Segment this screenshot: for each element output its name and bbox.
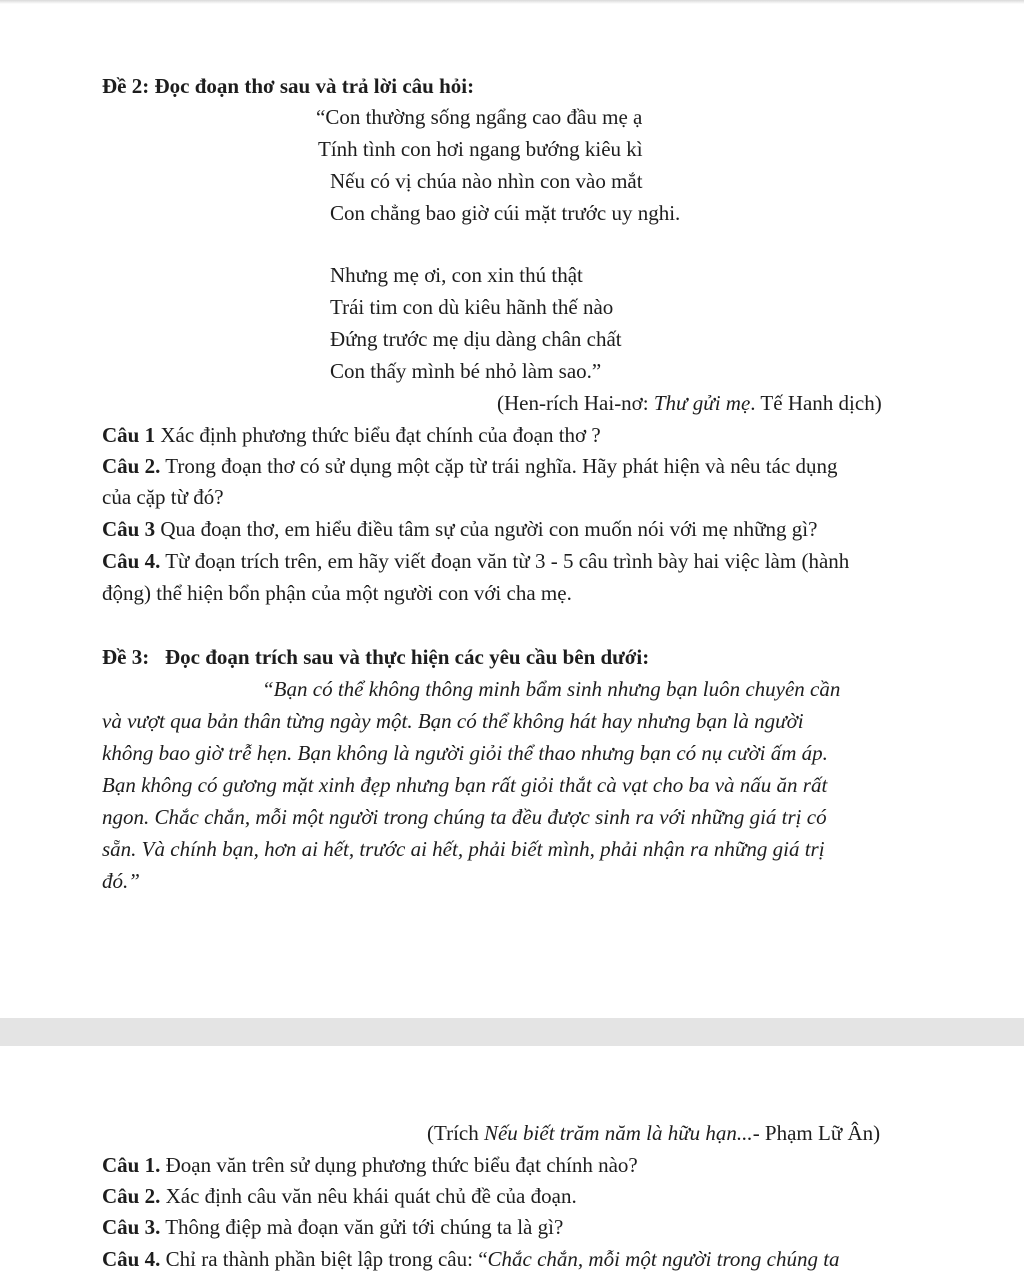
passage-line: “Bạn có thể không thông minh bẩm sinh nhưng bạn luôn chuyên cần — [262, 677, 841, 701]
passage-line: và vượt qua bản thân từng ngày một. Bạn có thể không hát hay nhưng bạn là người — [102, 709, 804, 733]
de2-question-1: Câu 1 Xác định phương thức biểu đạt chính của đoạn thơ ? — [102, 423, 601, 447]
de2-question-3: Câu 3 Qua đoạn thơ, em hiểu điều tâm sự của người con muốn nói với mẹ những gì? — [102, 517, 818, 541]
passage-source: (Trích Nếu biết trăm năm là hữu hạn...- Phạm Lữ Ân) — [427, 1121, 881, 1145]
de2-question-4-cont: động) thể hiện bổn phận của một người con với cha mẹ. — [102, 581, 572, 605]
passage-line: ngon. Chắc chắn, mỗi một người trong chúng ta đều được sinh ra với những giá trị có — [102, 805, 827, 829]
poem-line: Nhưng mẹ ơi, con xin thú thật — [330, 263, 583, 287]
poem-line: Nếu có vị chúa nào nhìn con vào mắt — [330, 169, 643, 193]
de2-heading: Đề 2: Đọc đoạn thơ sau và trả lời câu hỏi: — [102, 74, 475, 98]
de3-question-3: Câu 3. Thông điệp mà đoạn văn gửi tới chúng ta là gì? — [102, 1215, 564, 1239]
de3-question-1: Câu 1. Đoạn văn trên sử dụng phương thức biểu đạt chính nào? — [102, 1153, 638, 1177]
de2-question-2: Câu 2. Trong đoạn thơ có sử dụng một cặp từ trái nghĩa. Hãy phát hiện và nêu tác dụng — [102, 454, 838, 478]
passage-line: không bao giờ trễ hẹn. Bạn không là người giỏi thể thao nhưng bạn có nụ cười ấm áp. — [102, 741, 828, 765]
scan-edge — [0, 0, 1024, 4]
passage-line: Bạn không có gương mặt xinh đẹp nhưng bạn rất giỏi thắt cà vạt cho ba và nấu ăn rất — [102, 773, 828, 797]
poem-line: Con chẳng bao giờ cúi mặt trước uy nghi. — [330, 201, 681, 225]
poem-line: Tính tình con hơi ngang bướng kiêu kì — [318, 137, 643, 161]
poem-source: (Hen-rích Hai-nơ: Thư gửi mẹ. Tế Hanh dịch) — [497, 391, 882, 415]
passage-line: đó.” — [102, 869, 140, 893]
de2-question-4: Câu 4. Từ đoạn trích trên, em hãy viết đoạn văn từ 3 - 5 câu trình bày hai việc làm (hành — [102, 549, 850, 573]
de3-question-2: Câu 2. Xác định câu văn nêu khái quát chủ đề của đoạn. — [102, 1184, 577, 1208]
de2-question-2-cont: của cặp từ đó? — [102, 485, 224, 509]
de3-question-4: Câu 4. Chỉ ra thành phần biệt lập trong câu: “Chắc chắn, mỗi một người trong chúng ta — [102, 1247, 840, 1271]
passage-line: sẵn. Và chính bạn, hơn ai hết, trước ai hết, phải biết mình, phải nhận ra những giá trị — [102, 837, 825, 861]
poem-line: “Con thường sống ngẩng cao đầu mẹ ạ — [316, 105, 643, 129]
poem-line: Con thấy mình bé nhỏ làm sao.” — [330, 359, 602, 383]
page-break — [0, 1018, 1024, 1046]
de3-heading: Đề 3: Đọc đoạn trích sau và thực hiện các yêu cầu bên dưới: — [102, 645, 650, 669]
poem-line: Trái tim con dù kiêu hãnh thế nào — [330, 295, 614, 319]
poem-line: Đứng trước mẹ dịu dàng chân chất — [330, 327, 622, 351]
